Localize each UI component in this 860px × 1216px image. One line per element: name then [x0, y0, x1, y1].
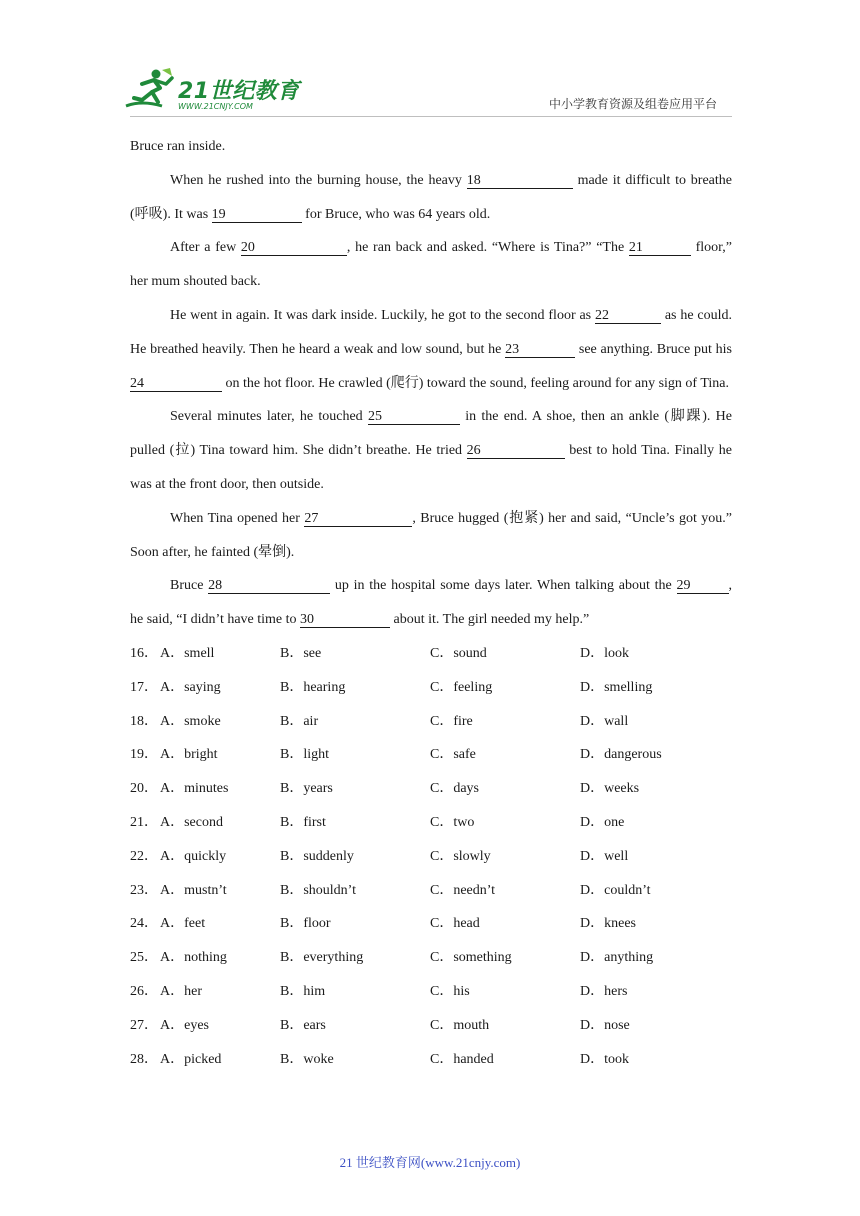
option-a: A．picked	[160, 1051, 222, 1067]
blank-23: 23	[505, 342, 575, 358]
blank-24: 24	[130, 376, 222, 392]
option-b: B．light	[280, 747, 330, 763]
passage-paragraph: Several minutes later, he touched 25 in the end. A shoe, then an ankle (脚踝). He pulled (拉) Tina toward him. She didn’t breathe. He tried 26 best to hold Tina. Finally he was at the front door, then outside.	[130, 409, 733, 492]
question-number: 28．	[130, 1051, 158, 1067]
option-b: B．everything	[280, 950, 364, 966]
passage-paragraph: Bruce 28 up in the hospital some days later. When talking about the 29 , he said, “I didn’t have time to 30 about it. The girl needed my help.”	[130, 578, 732, 628]
option-a: A．her	[160, 983, 202, 999]
blank-22: 22	[595, 308, 661, 324]
option-b: B．him	[280, 983, 326, 999]
blank-21: 21	[629, 240, 691, 256]
option-a: A．smell	[160, 645, 215, 661]
option-a: A．eyes	[160, 1017, 209, 1033]
question-number: 22．	[130, 848, 158, 864]
logo-text: 21世纪教育	[178, 79, 300, 104]
option-a: A．nothing	[160, 950, 227, 966]
question-number: 24．	[130, 916, 158, 932]
option-d: D．nose	[580, 1017, 630, 1033]
question-number: 27．	[130, 1017, 158, 1033]
question-number: 16．	[130, 645, 158, 661]
option-b: B．years	[280, 781, 333, 797]
option-d: D．weeks	[580, 781, 640, 797]
option-c: C．head	[430, 916, 480, 932]
option-c: C．two	[430, 814, 475, 830]
question-number: 25．	[130, 950, 158, 966]
blank-29: 29	[677, 578, 729, 594]
passage-paragraph: When Tina opened her 27 , Bruce hugged (抱紧) her and said, “Uncle’s got you.” Soon after, he fainted (晕倒).	[130, 510, 732, 560]
platform-title: 中小学教育资源及组卷应用平台	[549, 97, 718, 111]
option-b: B．shouldn’t	[280, 882, 356, 898]
option-d: D．knees	[580, 916, 636, 932]
option-c: C．fire	[430, 713, 473, 729]
question-row	[130, 738, 732, 772]
option-b: B．see	[280, 645, 322, 661]
blank-26: 26	[467, 443, 565, 459]
passage-paragraph: He went in again. It was dark inside. Luckily, he got to the second floor as 22 as he could. He breathed heavily. Then he heard a weak and low sound, but he 23 see anything. Bruce put his 24 on the hot floor. He crawled (爬行) toward the sound, feeling around for any sign of Tina.	[130, 307, 732, 391]
question-number: 18．	[130, 713, 158, 729]
option-a: A．smoke	[160, 713, 221, 729]
option-c: C．safe	[430, 747, 476, 763]
blank-20: 20	[241, 240, 347, 256]
option-a: A．saying	[160, 679, 221, 695]
question-row	[130, 1009, 732, 1043]
option-b: B．floor	[280, 916, 331, 932]
option-b: B．suddenly	[280, 848, 354, 864]
page-content	[130, 130, 732, 1076]
passage-paragraph: When he rushed into the burning house, the heavy 18 made it difficult to breathe (呼吸). It was 19 for Bruce, who was 64 years old.	[130, 172, 732, 222]
option-b: B．ears	[280, 1017, 326, 1033]
option-d: D．hers	[580, 983, 628, 999]
option-a: A．second	[160, 814, 223, 830]
option-c: C．something	[430, 950, 512, 966]
option-c: C．slowly	[430, 848, 491, 864]
option-c: C．needn’t	[430, 882, 496, 898]
question-row	[130, 637, 732, 671]
option-d: D．took	[580, 1051, 629, 1067]
option-b: B．air	[280, 713, 319, 729]
header-divider	[130, 116, 732, 117]
question-row	[130, 874, 732, 908]
question-row	[130, 840, 732, 874]
question-row	[130, 1043, 732, 1077]
blank-25: 25	[368, 409, 460, 425]
question-number: 17．	[130, 679, 158, 695]
option-d: D．look	[580, 645, 629, 661]
option-a: A．mustn’t	[160, 882, 227, 898]
question-number: 19．	[130, 747, 158, 763]
option-d: D．well	[580, 848, 629, 864]
blank-19: 19	[212, 207, 302, 223]
option-d: D．couldn’t	[580, 882, 651, 898]
option-b: B．woke	[280, 1051, 334, 1067]
blank-27: 27	[304, 511, 412, 527]
option-a: A．bright	[160, 747, 218, 763]
option-c: C．handed	[430, 1051, 494, 1067]
question-row	[130, 941, 732, 975]
passage-paragraph: Bruce ran inside.	[130, 139, 226, 154]
question-number: 21．	[130, 814, 158, 830]
option-d: D．one	[580, 814, 625, 830]
question-number: 26．	[130, 983, 158, 999]
runner-logo-icon	[122, 66, 178, 114]
question-row	[130, 806, 732, 840]
option-c: C．days	[430, 781, 479, 797]
option-d: D．wall	[580, 713, 629, 729]
logo-url: WWW.21CNJY.COM	[178, 102, 253, 111]
question-number: 20．	[130, 781, 158, 797]
option-c: C．feeling	[430, 679, 493, 695]
question-row	[130, 705, 732, 739]
page-header	[0, 0, 860, 122]
blank-30: 30	[300, 612, 390, 628]
site-logo	[122, 66, 300, 116]
option-c: C．sound	[430, 645, 487, 661]
option-d: D．anything	[580, 950, 654, 966]
question-row	[130, 671, 732, 705]
question-options	[130, 637, 732, 1076]
blank-28: 28	[208, 578, 330, 594]
question-row	[130, 907, 732, 941]
option-d: D．smelling	[580, 679, 653, 695]
page-footer: 21 世纪教育网(www.21cnjy.com)	[339, 1155, 521, 1170]
option-c: C．mouth	[430, 1017, 490, 1033]
question-number: 23．	[130, 882, 158, 898]
option-a: A．feet	[160, 916, 206, 932]
blank-18: 18	[467, 173, 573, 189]
question-row	[130, 975, 732, 1009]
question-row	[130, 772, 732, 806]
passage-paragraph: After a few 20 , he ran back and asked. “Where is Tina?” “The 21 floor,” her mum shouted back.	[130, 240, 732, 290]
option-b: B．first	[280, 814, 326, 830]
option-a: A．quickly	[160, 848, 227, 864]
option-d: D．dangerous	[580, 747, 662, 763]
option-c: C．his	[430, 983, 470, 999]
option-b: B．hearing	[280, 679, 346, 695]
option-a: A．minutes	[160, 781, 229, 797]
